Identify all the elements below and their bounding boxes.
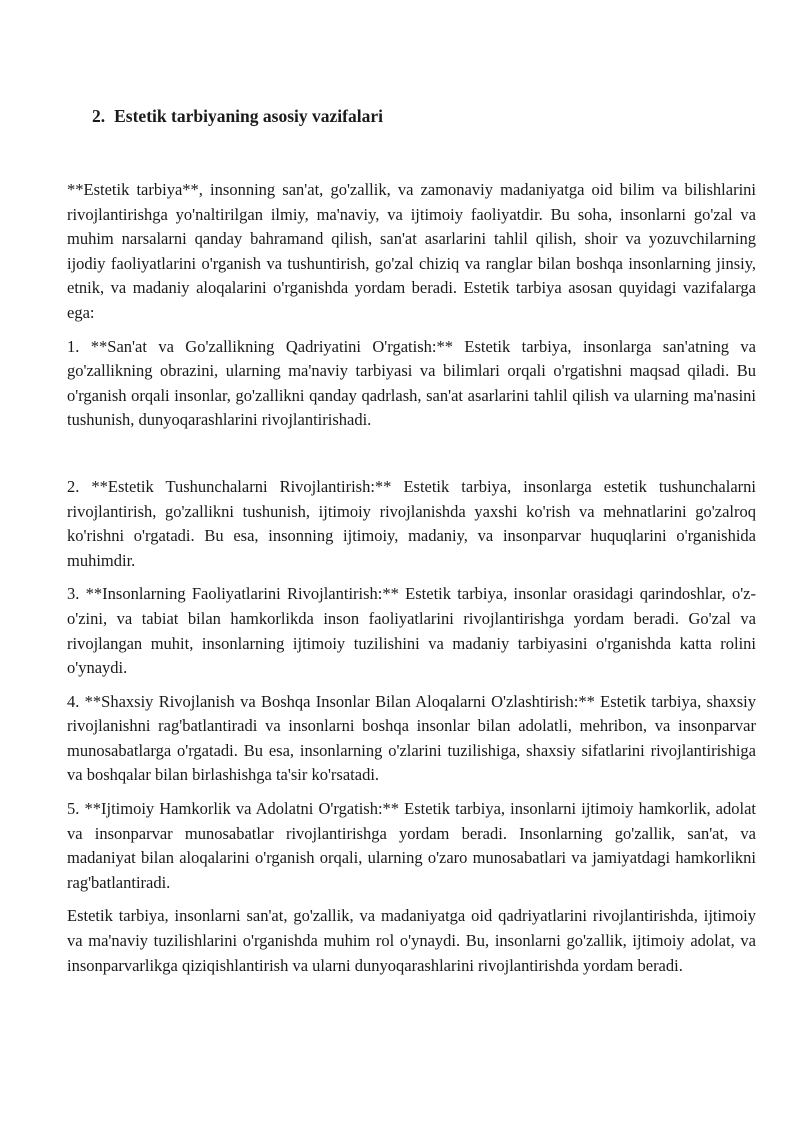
document-body: [67, 178, 756, 987]
list-item-5: 5. **Ijtimoiy Hamkorlik va Adolatni O'rgatish:** Estetik tarbiya, insonlarni ijtimoiy hamkorlik, adolat va insonparvar munosabatlar rivojlantirishga yordam beradi. Insonlarning go'zallik, san'at, va madaniyat bilan aloqalarini o'rganish orqali, ularning o'zaro munosabatlari va jamiyatdagi hamkorlikni rag'batlantiradi.: [67, 799, 756, 892]
list-item-2: 2. **Estetik Tushunchalarni Rivojlantirish:** Estetik tarbiya, insonlarga estetik tushunchalarni rivojlantirish, go'zallikni tushunish, ijtimoiy rivojlanishda yaxshi ko'rish va mehnatlarini go'zalroq ko'rishni o'rgatadi. Bu esa, insonning ijtimoiy, madaniy, va insonparvar huquqlarini o'rganishida muhimdir.: [67, 476, 756, 570]
section-title: Estetik tarbiyaning asosiy vazifalari: [114, 106, 383, 126]
section-number: 2.: [92, 106, 106, 126]
list-item-1: 1. **San'at va Go'zallikning Qadriyatini O'rgatish:** Estetik tarbiya, insonlarga san'atning va go'zallikning obrazini, ularning ma'naviy tarbiyasi va bilimlari orqali o'rgatishni maqsad qiladi. Bu o'rganish orqali insonlar, go'zallikni qanday qadrlash, san'at asarlarini tahlil qilish va ularning ma'nasini tushunish, dunyoqarashlarini rivojlantirishadi.: [67, 336, 756, 430]
conclusion-paragraph: Estetik tarbiya, insonlarni san'at, go'zallik, va madaniyatga oid qadriyatlarini rivojlantirishda, ijtimoiy va ma'naviy tuzilishlarini o'rganishda muhim rol o'ynaydi. Bu, insonlarni go'zallik, ijtimoiy adolat, va insonparvarlikga qiziqishlantirish va ularni dunyoqarashlarini rivojlantirishda yordam beradi.: [67, 906, 756, 975]
list-item-4: 4. **Shaxsiy Rivojlanish va Boshqa Insonlar Bilan Aloqalarni O'zlashtirish:** Estetik tarbiya, shaxsiy rivojlanishni rag'batlantiradi va insonlarni boshqa insonlar bilan adolatli, mehribon, va insonparvar munosabatlarga o'rgatadi. Bu esa, insonlarning o'zlarini tuzilishiga, shaxsiy sifatlarini rivojlantirishiga va boshqalar bilan birlashishga ta'sir ko'rsatadi.: [67, 691, 756, 785]
section-heading: [92, 106, 383, 127]
list-item-3: 3. **Insonlarning Faoliyatlarini Rivojlantirish:** Estetik tarbiya, insonlar orasidagi qarindoshlar, o'z-o'zini, va tabiat bilan hamkorlikda inson faoliyatlarini rivojlantirishga yordam beradi. Go'zal va rivojlangan muhit, insonlarning ijtimoiy tuzilishini va madaniy tarbiyasini o'rganishda katta rolini o'ynaydi.: [67, 584, 756, 678]
intro-paragraph: **Estetik tarbiya**, insonning san'at, go'zallik, va zamonaviy madaniyatga oid bilim va bilishlarini rivojlantirishga yo'naltirilgan ilmiy, ma'naviy, va ijtimoiy faoliyatdir. Bu soha, insonlarni go'zal va muhim narsalarni qanday bahramand qilish, san'at asarlarini tahlil qilish, shoir va yozuvchilarning ijodiy faoliyatlarini o'rganish va tushuntirish, go'zal chiziq va ranglar bilan boshqa insonlarning jinsiy, etnik, va madaniy aloqalarini o'rganishda yordam beradi. Estetik tarbiya asosan quyidagi vazifalarga ega:: [67, 180, 756, 322]
